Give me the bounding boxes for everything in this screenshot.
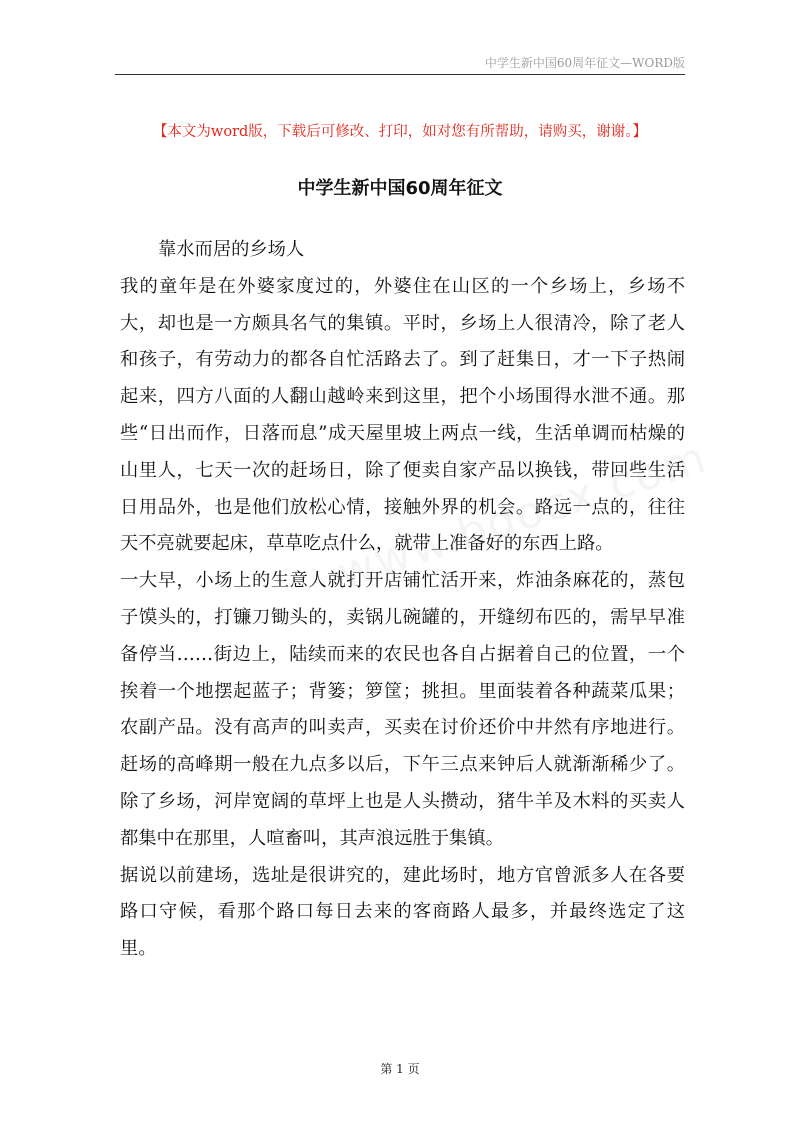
header-divider <box>115 74 685 75</box>
essay-subtitle: 靠水而居的乡场人 <box>158 239 305 260</box>
document-title: 中学生新中国60周年征文 <box>297 178 503 199</box>
document-body <box>120 232 685 968</box>
body-paragraph: 我的童年是在外婆家度过的，外婆住在山区的一个乡场上，乡场不大，却也是一方颇具名气的集镇。平时，乡场上人很清冷，除了老人和孩子，有劳动力的都各自忙活路去了。到了赶集日，才一下子热闹起来，四方八面的人翻山越岭来到这里，把个小场围得水泄不通。那些“日出而作，日落而息”成天屋里坡上两点一线，生活单调而枯燥的山里人，七天一次的赶场日，除了便卖自家产品以换钱，带回些生活日用品外，也是他们放松心情，接触外界的机会。路远一点的，往往天不亮就要起床，草草吃点什么，就带上准备好的东西上路。 <box>120 275 685 555</box>
body-paragraph: 据说以前建场，选址是很讲究的，建此场时，地方官曾派多人在各要路口守候，看那个路口每日去来的客商路人最多，并最终选定了这里。 <box>120 864 685 960</box>
page-number: 第 1 页 <box>380 1062 420 1076</box>
body-paragraph: 一大早，小场上的生意人就打开店铺忙活开来，炸油条麻花的，蒸包子馍头的，打镰刀锄头的，卖锅儿碗罐的，开缝纫布匹的，需早早准备停当……街边上，陆续而来的农民也各自占据着自己的位置，一个挨着一个地摆起蓝子；背篓；箩筐；挑担。里面装着各种蔬菜瓜果；农副产品。没有高声的叫卖声，买卖在讨价还价中井然有序地进行。赶场的高峰期一般在九点多以后，下午三点来钟后人就渐渐稀少了。除了乡场，河岸宽阔的草坪上也是人头攒动，猪牛羊及木料的买卖人都集中在那里，人喧畜叫，其声浪远胜于集镇。 <box>120 570 685 849</box>
purchase-notice: 【本文为word版，下载后可修改、打印，如对您有所帮助，请购买，谢谢。】 <box>152 124 648 140</box>
running-header: 中学生新中国60周年征文—WORD版 <box>484 56 685 70</box>
